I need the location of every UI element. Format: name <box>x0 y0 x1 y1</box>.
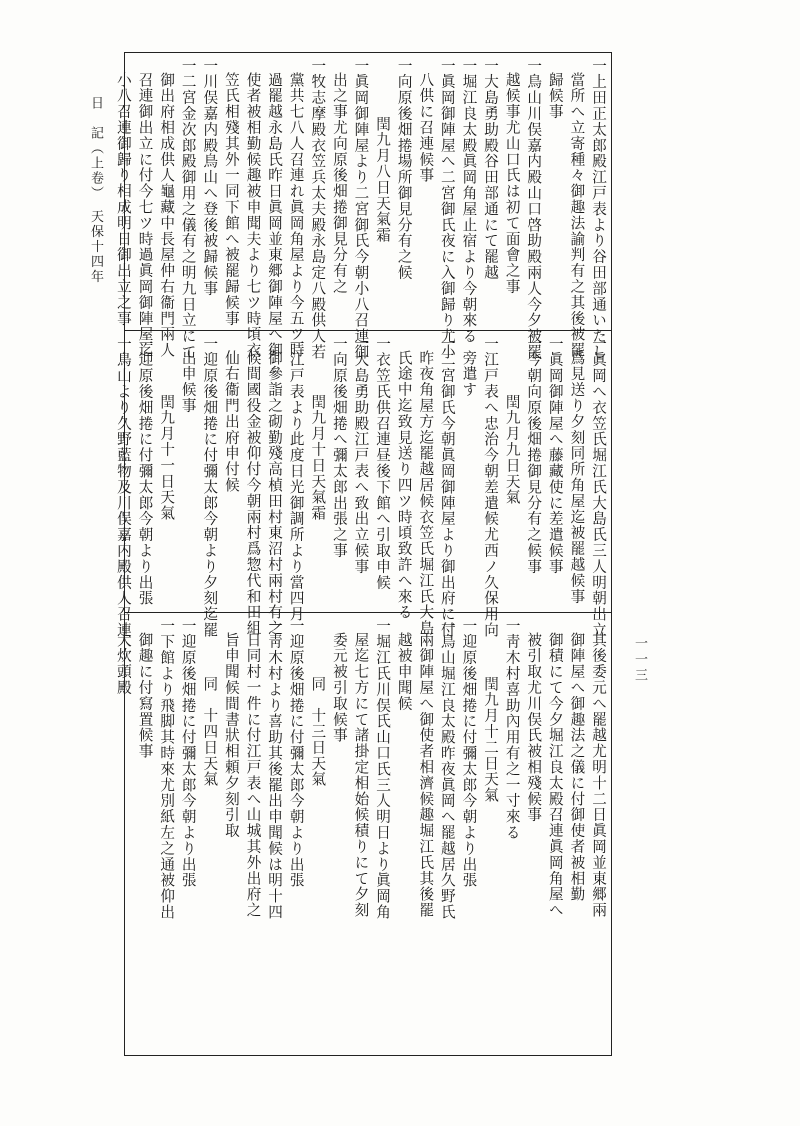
date-heading: 同 十四日天氣 <box>201 676 219 788</box>
text-column: 御積にて今夕堀江良太殿召連眞岡角屋へ <box>546 632 564 919</box>
page-number: 一一三 <box>632 636 647 684</box>
text-column: 兩御陣屋へ御使者相濟候趣堀江氏其後罷 <box>417 632 435 919</box>
text-column: 仙右衞門出府申付候 <box>222 350 240 494</box>
text-column: 八供に召連候事 <box>417 72 435 184</box>
middle-tier <box>114 336 608 639</box>
text-column: 一眞岡御陣屋へ藤藏使に差遣候事 <box>546 336 564 575</box>
text-column: 一靑木村喜助內用有之一寸來る <box>503 618 521 841</box>
date-heading: 閏九月八日天氣霜 <box>374 116 392 244</box>
text-column: 被引取尤川俣氏被相殘候事 <box>525 632 543 823</box>
text-column: 大炊頭殿 <box>114 632 132 696</box>
text-column: 一鳥山堀江良太殿昨夜眞岡へ罷越居久野氏 <box>438 618 456 921</box>
text-column: 出申候事 <box>179 350 197 414</box>
text-column: 爲見送り夕刻同所角屋迄被罷越候事 <box>568 350 586 605</box>
text-column: 一堀江良太殿眞岡角屋止宿より今朝來る <box>460 58 478 345</box>
text-column: 越被申聞候 <box>395 632 413 712</box>
date-heading: 閏九月十二日天氣 <box>482 676 500 804</box>
text-column: 一鳥山川俣嘉内殿山口啓助殿兩人今夕被罷 <box>525 58 543 361</box>
text-column: 一下館より飛脚其時來尤別紙左之通被仰出 <box>158 618 176 921</box>
text-column: 一江戸表より此度日光御調所より當四月 <box>287 336 305 623</box>
text-column: 一迎原後畑捲に付彌太郎今朝より出張 <box>460 618 478 889</box>
text-column: 御參詣之砌勤殘高楨田村東沼村兩村有之 <box>266 350 284 637</box>
text-column: 笠氏相殘其外一同下館へ被罷歸候事 <box>222 72 240 327</box>
text-column: 一向原後畑捲へ彌太郎出張之事 <box>330 336 348 559</box>
date-heading: 閏九月十一日天氣 <box>158 394 176 522</box>
text-column: 黨共七八人召連れ眞岡角屋より今五ツ時 <box>287 72 305 359</box>
text-column: 一川俣嘉内殿鳥山へ登後被歸候事 <box>201 58 219 297</box>
text-column: 一靑木村より喜助其後罷出申聞候は明十四 <box>266 618 284 921</box>
text-column: 歸候事 <box>546 72 564 120</box>
text-column: 日同村一件に付江戸表へ山城其外出府之 <box>244 632 262 919</box>
date-heading: 閏九月九日天氣 <box>503 394 521 506</box>
text-column: 一迎原後畑捲に付彌太郎今朝より出張 <box>287 618 305 889</box>
date-heading: 閏九月十日天氣霜 <box>309 394 327 522</box>
text-column: 一大島勇助殿江戸表へ致出立候事 <box>352 336 370 575</box>
text-column: 一江戸表へ忠治今朝差遣候尤西ノ久保用向 <box>482 336 500 639</box>
text-column: 御陣屋へ御趣法之儀に付御使者被相勤 <box>568 632 586 903</box>
text-column: 旨申聞候間書狀相頼夕刻引取 <box>222 632 240 839</box>
text-column: 越候事尤山口氏は初て面會之事 <box>503 72 521 295</box>
text-column: 一二宮金次郎殿御用之儀有之明九日立にて <box>179 58 197 361</box>
text-column: 一牧志摩殿衣笠兵太夫殿永島定八殿供人若 <box>309 58 327 361</box>
text-column: 出之事尤向原後畑捲御見分有之 <box>330 72 348 295</box>
text-column: 御出府相成供人龜藏中長屋仲右衞門兩人 <box>158 72 176 359</box>
text-column: 一迎原後畑捲に付彌太郎今朝より出張 <box>179 618 197 889</box>
text-column: 一向原後畑捲場所御見分有之候 <box>395 58 413 281</box>
text-column: 屋迄七方にて諸掛定相始候積りにて夕刻 <box>352 632 370 919</box>
text-column: 一迎原後畑捲に付彌太郎今朝より夕刻迄罷 <box>201 336 219 639</box>
text-column: 一眞岡御陣屋へ二宮御氏夜に入御歸り尤小 <box>438 58 456 361</box>
text-column: 一眞岡御陣屋より二宮御氏今朝小八召連御 <box>352 58 370 361</box>
text-column: 一上田正太郎殿江戸表より谷田部通いたし <box>590 58 607 361</box>
text-column: 其後委元へ罷越尤明十二日眞岡並東郷兩 <box>590 632 607 919</box>
upper-tier <box>114 58 608 361</box>
text-column: 一二宮御氏今朝眞岡御陣屋より御出府に付 <box>438 336 456 639</box>
text-column: 召連御出立に付今七ツ時過眞岡御陣屋迄 <box>136 72 154 359</box>
text-column: 一大島勇助殿谷田部通にて罷越 <box>482 58 500 281</box>
text-column: 氏途中迄致見送り四ツ時頃致許へ來る <box>395 350 413 621</box>
text-column: 當所へ立寄種々御趣法諭判有之其後被罷 <box>568 72 586 359</box>
date-heading: 同 十三日天氣 <box>309 676 327 788</box>
text-column: 一鳥山より久野藍物及川俣嘉内殿供人召連 <box>114 336 132 639</box>
text-column: 昨夜角屋方迄罷越居候衣笠氏堀江氏大島 <box>417 350 435 637</box>
running-head: 日 記（上卷） 天保十四年 <box>88 96 103 285</box>
text-column: 一眞岡へ衣笠氏堀江氏大島氏三人明朝出立 <box>590 336 607 639</box>
text-column: 使者被相勤候趣被申聞夫より七ツ時頃衣 <box>244 72 262 359</box>
text-column: 一衣笠氏供召連昼後下館へ引取申候 <box>374 336 392 591</box>
text-column: 委元被引取候事 <box>330 632 348 744</box>
lower-tier <box>114 618 608 1050</box>
text-column: 過罷越永島氏昨日眞岡並東郷御陣屋へ御 <box>266 72 284 359</box>
text-column: 旁遣す <box>460 350 478 398</box>
text-column: 候間國役金被仰付今朝兩村爲惣代和田組 <box>244 350 262 637</box>
text-column: 小八召連御歸り相成明日御出立之事 <box>114 72 132 327</box>
text-column: 御趣に付寫置候事 <box>136 632 154 760</box>
text-column: 一今朝向原後畑捲御見分有之候事 <box>525 336 543 575</box>
text-column: 一堀江氏川俣氏山口氏三人明日より眞岡角 <box>374 618 392 921</box>
text-column: 一迎原後畑捲に付彌太郎今朝より出張 <box>136 336 154 607</box>
